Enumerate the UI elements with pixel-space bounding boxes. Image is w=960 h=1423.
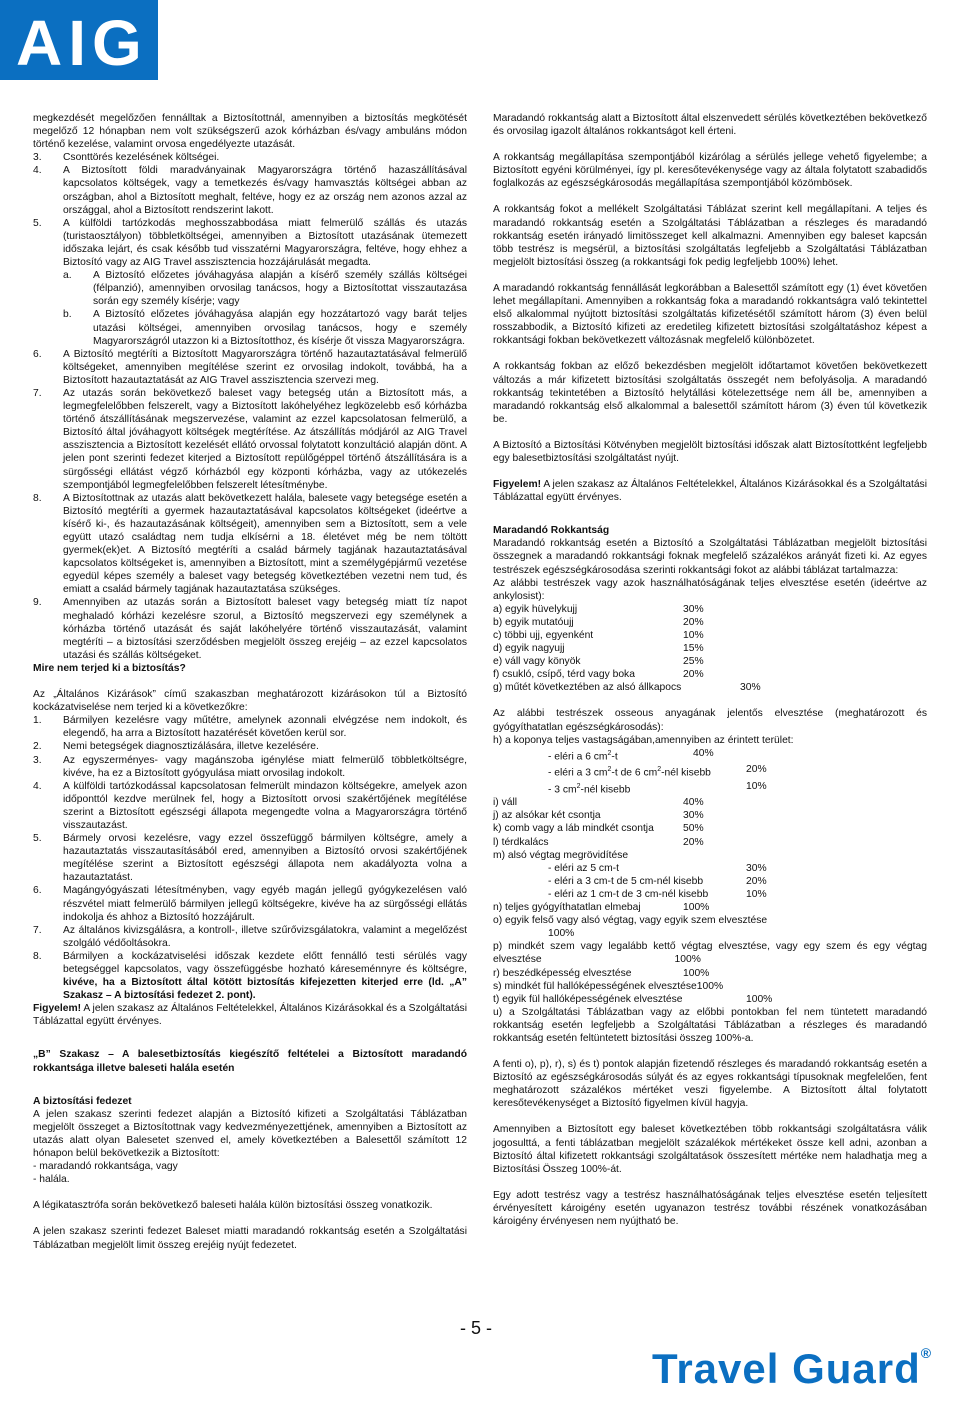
table-row: - eléri a 6 $cm^2-t$ 40%: [548, 747, 714, 763]
list-item: 8. A Biztosítottnak az utazás alatt bekövetkezett halála, balesete vagy betegsége esetén a Biztosító megtéríti a gyermek hazautaztatásával kapcsolatos költségeket (ideértve a kísérő ki-, és hazautazásának költségeit), amennyiben sem a Biztosított, sem a vele együtt utazó családtag nem tudja elkísérni a 18. életévet még be nem töltött gyermek(ek)et. A Biztosító megtéríti a család bármely tagjának hazautaztatásával kapcsolatos költségeket is, amennyiben a Biztosított, mint a személygépjármű vezetése egyedül képes személy a baleset vagy betegség következtében vezetni nem tud, és emiatt a család bármely tagjának hazautaztatása szükséges.: [33, 492, 467, 596]
table-row: - eléri a 3 cm-t de 5 cm-nél kisebb 20%: [548, 875, 767, 887]
section-heading: Mire nem terjed ki a biztosítás?: [33, 662, 186, 674]
paragraph: Az „Általános Kizárások” című szakaszban meghatározott kizárásokon túl a Biztosító kockázatviselése nem terjed ki a következőkre:: [33, 689, 467, 714]
subsection-heading: A biztosítási fedezet: [33, 1095, 132, 1107]
table-row: e) váll vagy könyök 25%: [493, 656, 704, 668]
paragraph: Maradandó rokkantság alatt a Biztosított által elszenvedett sérülés következtében bekövetkező és orvosilag igazolt általános rokkantságot kell érteni.: [493, 113, 927, 138]
paragraph: Amennyiben a Biztosított egy baleset következtében több rokkantsági szolgáltatásra válik jogosulttá, a fenti táblázatban megjelölt százalékok mértékeket össze kell adni, azonban a Biztosító által kifizetett rokkantsági szolgáltatások összesített mértéke nem haladhatja meg a Biztosítási Összeg 100%-át.: [493, 1124, 927, 1175]
list-item: 6. Magángyógyászati létesítményben, vagy egyéb magán jellegű gyógykezelésen való részvétel miatt felmerülő bármilyen jellegű költségekre, kivéve ha az sürgősségi ellátás indokolja és ahhoz a Biztosító hozzájárult.: [33, 885, 467, 923]
list-item: 2. Nemi betegségek diagnosztizálására, illetve kezelésére.: [33, 741, 319, 753]
paragraph: A jelen szakasz szerinti fedezet Baleset miatti maradandó rokkantság esetén a Szolgáltatási Táblázatban megjelölt limit összeg erejéig nyújt fedezetet.: [33, 1226, 467, 1251]
table-row: - eléri az 1 cm-t de 3 cm-nél kisebb 10%: [548, 888, 767, 900]
warning-note: Figyelem! A jelen szakasz az Általános Feltételekkel, Általános Kizárásokkal és a Szolgáltatási Táblázattal együtt érvényes.: [33, 1003, 467, 1028]
table-shortening: [493, 862, 927, 901]
warning-note: Figyelem! A jelen szakasz az Általános Feltételekkel, Általános Kizárásokkal és a Szolgáltatási Táblázattal együtt érvényes.: [493, 479, 927, 504]
table-row: - 3 $cm^2$-nél kisebb 10%: [548, 780, 767, 796]
paragraph: A Biztosító a Biztosítási Kötvényben megjelölt biztosítási időszak alatt Biztosítottként legfeljebb egy balesetbiztosítási szolgáltatást nyújt.: [493, 439, 927, 464]
section-heading: Maradandó Rokkantság: [493, 525, 610, 537]
list-item: 4. A külföldi tartózkodással kapcsolatosan felmerült mindazon költségekre, amelyek azon időponttól kezdve merülnek fel, hogy a Biztosított orvosi szakértőjének megítélése szerint a Biztosított egészségi állapota megengedte volna a Magyarországra történő visszautazást.: [33, 780, 467, 831]
list-subitem: a. A Biztosító előzetes jóváhagyása alapján a kísérő személy szállás költségei (félpanzió), amennyiben orvosilag tanácsos, hogy a Biztosítottat visszautazása során egy személy kísérje; vagy: [63, 270, 467, 308]
paragraph: Maradandó rokkantság esetén a Biztosító a Szolgáltatási Táblázatban megjelölt biztosítási összegnek a maradandó rokkantsági foknak megfelelő százalékos arányát fizeti ki. Az egyes testrészek egészségkárosodása szerinti rokkantsági fokot az alábbi táblázat tartalmazza:: [493, 538, 927, 576]
table-row: o) egyik felső vagy alsó végtag, vagy egyik szem elvesztése 100%: [493, 915, 768, 940]
list-item: 9. Amennyiben az utazás során a Biztosított baleset vagy betegség miatt tíz napot meghaladó kórházi kezelésre szorul, a Biztosító megszervezi egy személynek a kórházba történő utazását és saját lakóhelyére történő visszautazását, valamint megtéríti – a biztosítási szerződésben megjelölt összeg erejéig – az ezzel kapcsolatos utazási és szállás költségeket.: [33, 597, 467, 661]
table-row: l) térdkalács 20%: [493, 836, 704, 848]
list-line: - halála.: [33, 1174, 70, 1186]
table-skull: [493, 747, 927, 797]
table-row: k) comb vagy a láb mindkét csontja 50%: [493, 823, 704, 835]
paragraph: h) a koponya teljes vastagságában,amennyiben az érintett terület:: [493, 734, 794, 746]
table-row: t) egyik fül hallóképességének elvesztése 100%: [493, 993, 773, 1005]
intro-text: megkezdését megelőzően fennálltak a Biztosítottnál, amennyiben a biztosítás megkötését megelőző 12 hónapban nem volt szükségszerű azok kórházban és/vagy ambuláns módon történő kezelése, valamint orvosa engedélyezte utazását.: [33, 113, 467, 151]
list-item: 8. Bármilyen a kockázatviselési időszak kezdete előtt fennálló testi sérülés vagy betegséggel kapcsolatos, vagy összefüggésbe hozható káreseménnyre és költségre, kivéve, ha a Biztosított által kötött biztosítás kifejezetten kiterjed erre (ld. „A” Szakasz – A biztosítási fedezet 2. pont).: [33, 950, 467, 1002]
left-column: [33, 112, 467, 1252]
section-heading: „B” Szakasz – A balesetbiztosítás kiegészítő feltételei a Biztosított maradandó rokkantsága illetve baleseti halála esetén: [33, 1049, 467, 1074]
list-item: 7. Az általános kivizsgálásra, a kontroll-, illetve szűrővizsgálatokra, valamint a megelőzést szolgáló védőoltásokra.: [33, 924, 467, 949]
paragraph: Az alábbi testrészek vagy azok használhatóságának teljes elvesztése esetén (ideértve az ankylosist):: [493, 577, 927, 602]
table-loss: [493, 603, 927, 695]
table-row: j) az alsókar két csontja 30%: [493, 810, 704, 822]
paragraph: A rokkantság megállapítása szempontjából kizárólag a sérülés jellege vehető figyelembe; a Biztosított egyéni körülményei, így pl. keresőtevékenysége vagy az általa folytatott szabadidős foglalkozás az egészségkárosodás megállapítása szempontjából közömbösek.: [493, 152, 927, 190]
list-item: 1. Bármilyen kezelésre vagy műtétre, amelynek azonnali elvégzése nem indokolt, és elegendő, ha arra a Biztosított hazatérését követően kerül sor.: [33, 715, 467, 740]
aig-logo: [0, 0, 158, 80]
paragraph: Az alábbi testrészek osseous anyagának jelentős elvesztése (meghatározott és gyógyíthatatlan egészségkárosodás):: [493, 708, 927, 733]
list-line: - maradandó rokkantsága, vagy: [33, 1161, 178, 1173]
paragraph: A rokkantság fokot a mellékelt Szolgáltatási Táblázat szerint kell megállapítani. A teljes és maradandó rokkantság esetén a Szolgáltatási Táblázatban a részleges és maradandó rokkantság esetén irányadó limitösszeget kell alkalmazni. Amennyiben egy baleset kapcsán több testrész is megsérül, a biztosítási szolgáltatás legfeljebb a Szolgáltatási Táblázatban megjelölt biztosítási összeg (a rokkantsági fok pedig legfeljebb 100%) lehet.: [493, 204, 927, 268]
table-bones: [493, 796, 927, 848]
table-row: r) beszédképesség elvesztése 100%: [493, 967, 710, 979]
right-column: [493, 112, 927, 1228]
list-item: 5. Bármely orvosi kezelésre, vagy ezzel összefüggő bármilyen költségre, amely a hazautaztatás visszautasításából ered, amennyiben a Biztosító orvosi szakértőjének megítélése szerint a Biztosított egészségi állapota nem akadályozta volna a hazautaztatást.: [33, 833, 467, 884]
table-row: i) váll 40%: [493, 797, 704, 809]
list-item: 3. Csonttörés kezelésének költségei.: [33, 152, 220, 164]
table-row: g) műtét következtében az alsó állkapocs 30%: [493, 682, 761, 694]
list-subitem: b. A Biztosító előzetes jóváhagyása alapján egy hozzátartozó vagy barát teljes utazási költségei, amennyiben orvosilag tanácsos, hogy e személy Magyarországról utazzon ki a Biztosítotthoz, és kísérje őt vissza Magyarországra.: [63, 309, 467, 347]
list-item: 6. A Biztosító megtéríti a Biztosított Magyarországra történő hazautaztatásával felmerülő költségeket, amennyiben megítélése szerint ez orvosilag indokolt, továbbá, ha a Biztosított hazautaztatását az AIG Travel asszisztencia szervezi meg.: [33, 348, 467, 386]
list-item: 3. Az egyszerményes- vagy magánszoba igénylése miatt felmerülő többletköltségre, kivéve, ha ez a Biztosított gyógyulása miatt orvosilag indokolt.: [33, 754, 467, 779]
list-item: 5. A külföldi tartózkodás meghosszabbodása miatt felmerülő szállás és utazás (turistaosztályon) többletköltségei, amennyiben a Biztosított utazásának ütemezett időszaka lejárt, és csak később tud visszatérni Magyarországra, feltéve, hogy ehhez a Biztosító vagy az AIG Travel asszisztencia hozzájárulását megadta.: [33, 217, 467, 269]
table-row: - eléri az 5 cm-t 30%: [548, 862, 767, 874]
paragraph: A rokkantság fokban az előző bekezdésben megjelölt időtartamot követően bekövetkezett változás a már kifizetett biztosítási szolgáltatás összegét nem befolyásolja. A maradandó rokkantság tekintetében a Biztosító helytállási kötelezettsége nem áll be, amennyiben a maradandó rokkantság első alkalommal a balesettől számított három (3) éven túl következik be.: [493, 361, 927, 425]
list-item: 7. Az utazás során bekövetkező baleset vagy betegség után a Biztosított más, a legmegfelelőbben felszerelt, vagy a Biztosított lakóhelyéhez legközelebb eső kórházba történő átszállításának megszervezése, valamint az ezzel kapcsolatosan felmerülő, a Biztosító által jóváhagyott költségek megtérítése. Az átszállítás módjáról az AIG Travel asszisztencia a Biztosított kezelését ellátó orvossal folytatott konzultáció alapján dönt. A jelen pont szerinti fedezet kiterjed a Biztosított repülőgéppel történő átszállítására is a sürgősségi ellátást végző kórházból egy központi kórházba, vagy az utókezelés szempontjából legmegfelelőbben felszerelt létesítménybe.: [33, 387, 467, 491]
page-number: - 5 -: [460, 1318, 493, 1338]
paragraph: Egy adott testrész vagy a testrész használhatóságának teljes elvesztése esetén teljesített érvényesített károigény esetén ugyanazon testrész további részének vonatkozásában károigény érvényesen nem nyújtható be.: [493, 1189, 927, 1228]
paragraph: A jelen szakasz szerinti fedezet alapján a Biztosító kifizeti a Szolgáltatási Táblázatban megjelölt összeget a Biztosítottnak vagy kedvezményezettjének, amennyiben a Biztosított az utazás alatt olyan Balesetet szenved el, amely következtében a Balesettől számított 12 hónapon belül bekövetkezik a Biztosított:: [33, 1108, 467, 1160]
table-row: - eléri a 3 $cm^2-t$ de 6 $cm^2$-nél kisebb 20%: [548, 764, 767, 779]
table-row: f) csukló, csípő, térd vagy boka 20%: [493, 669, 704, 681]
table-row: d) egyik nagyujj 15%: [493, 643, 704, 655]
table-row: a) egyik hüvelykujj 30%: [493, 603, 704, 615]
paragraph: A fenti o), p), r), s) és t) pontok alapján fizetendő részleges és maradandó rokkantság esetén a Biztosító az egészségkárosodás súlyát és az egyes rokkantsági típusoknak megfelelően, fent meghatározott százalékos mértéket veszi figyelembe. A Biztosított által folytatott keresőtevékenységet a Biztosító figyelmen kívül hagyja.: [493, 1059, 927, 1110]
table-row: b) egyik mutatóujj 20%: [493, 616, 704, 628]
table-row: n) teljes gyógyíthatatlan elmebaj 100%: [493, 902, 710, 914]
paragraph: A maradandó rokkantság fennállását legkorábban a Balesettől számított egy (1) évet követően lehet megállapítani. Amennyiben a rokkantság foka a maradandó rokkantságra való tekintettel első alkalommal nyújtott biztosítási szolgáltatás kifizetésétől számított három (3) éven belül rosszabbodik, a Biztosító kifizeti az eredetileg kifizetett biztosítási szolgáltatáshoz képest a rokkantsági fokban bekövetkezett változásnak megfelelő különbözetet.: [493, 282, 927, 347]
table-row: c) többi ujj, egyenként 10%: [493, 630, 704, 641]
paragraph: u) a Szolgáltatási Táblázatban vagy az előbbi pontokban fel nem tüntetett maradandó rokkantság esetén legfeljebb a Szolgáltatási Táblázatban a részleges és maradandó rokkantság esetén feltüntetett biztosítási összeg 100%-a.: [493, 1006, 927, 1044]
paragraph: A légikatasztrófa során bekövetkező baleseti halála külön biztosítási összeg vonatkozik.: [33, 1200, 433, 1212]
travel-guard-logo: Travel Guard®: [652, 1345, 933, 1392]
table-row: s) mindkét fül hallóképességének elvesztése100%: [493, 980, 724, 992]
table-row: p) mindkét szem vagy legalább kettő végtag elvesztése, vagy egy szem és egy végtag elvesztése 100%: [493, 941, 927, 966]
list-item: 4. A Biztosított földi maradványainak Magyarországra történő hazaszállításával kapcsolatos költségek, vagy a temetkezés és/vagy hamvasztás költségei abban az országban, ahol a Biztosított meghalt, feltéve, hogy ez az ország nem azonos azzal az országgal, ahol a Biztosított rendszerint lakott.: [33, 165, 467, 216]
aig-logo-text: AIG: [16, 7, 148, 79]
paragraph: m) alsó végtag megrövidítése: [493, 849, 629, 861]
